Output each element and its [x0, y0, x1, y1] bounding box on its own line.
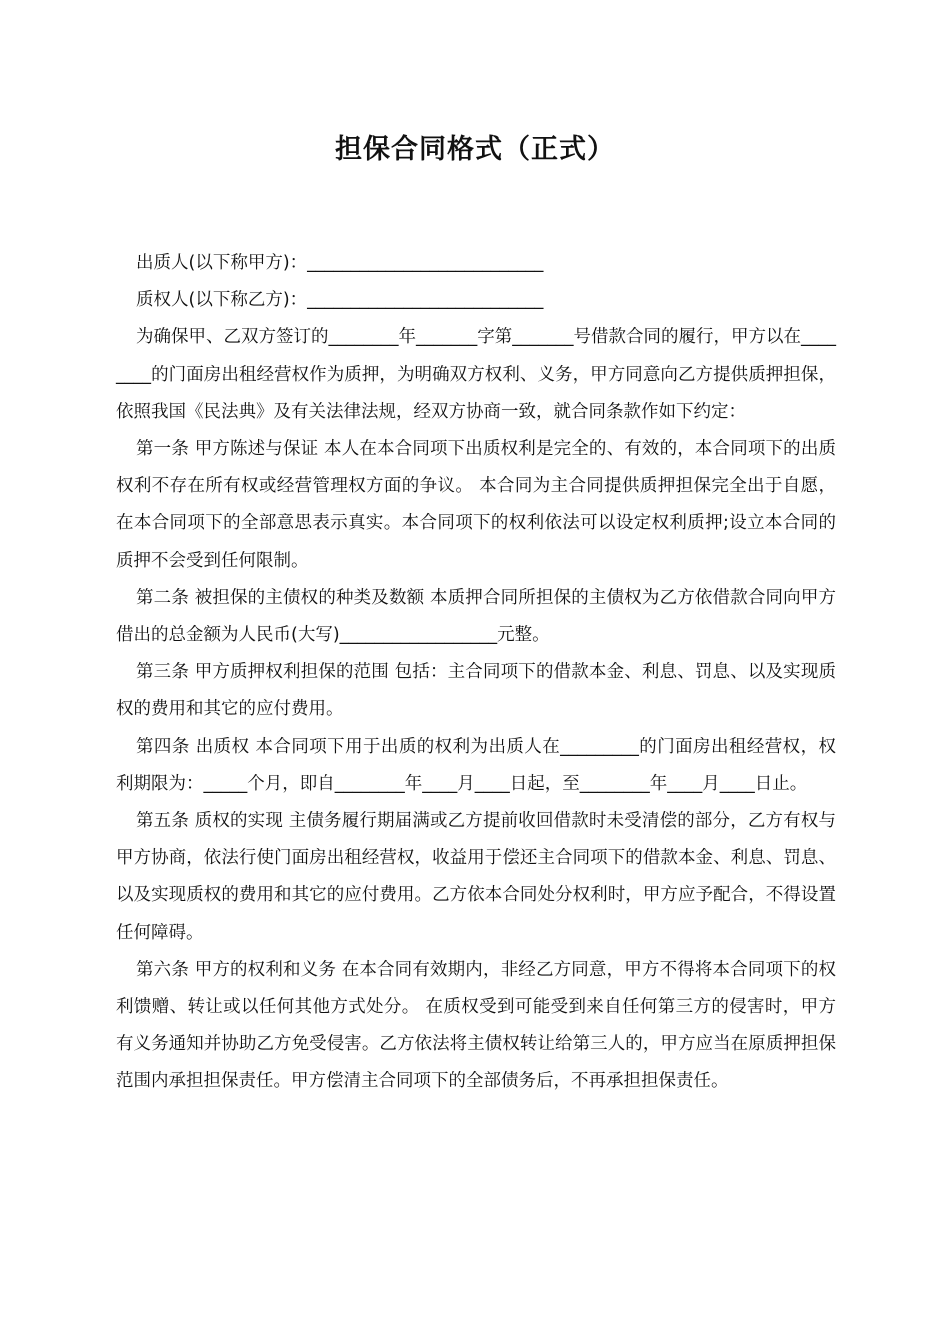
pledgee-line: 质权人(以下称乙方)：___________________________	[136, 290, 544, 311]
article-1-paragraph: 第一条 甲方陈述与保证 本人在本合同项下出质权利是完全的、有效的，本合同项下的出质权利不存在所有权或经营管理权方面的争议。 本合同为主合同提供质押担保完全出于自愿，在本合同项下的全部意思表示真实。本合同项下的权利依法可以设定权利质押;设立本合同的质押不会受到任何限制。	[116, 439, 836, 571]
document-body	[116, 245, 836, 1101]
document-title: 担保合同格式（正式）	[335, 134, 615, 165]
pledgor-line: 出质人(以下称甲方)：___________________________	[136, 253, 544, 273]
preamble-paragraph: 为确保甲、乙双方签订的________年_______字第_______号借款合同的履行，甲方以在________的门面房出租经营权作为质押，为明确双方权利、义务，甲方同意向乙方提供质押担保，依照我国《民法典》及有关法律法规，经双方协商一致，就合同条款作如下约定：	[116, 327, 836, 422]
article-4-paragraph: 第四条 出质权 本合同项下用于出质的权利为出质人在_________的门面房出租经营权，权利期限为：_____个月，即自________年____月____日起，至________年____月____日止。	[116, 736, 836, 794]
article-3-paragraph: 第三条 甲方质押权利担保的范围 包括：主合同项下的借款本金、利息、罚息、以及实现质权的费用和其它的应付费用。	[116, 662, 836, 720]
article-6-paragraph: 第六条 甲方的权利和义务 在本合同有效期内，非经乙方同意，甲方不得将本合同项下的权利馈赠、转让或以任何其他方式处分。 在质权受到可能受到来自任何第三方的侵害时，甲方有义务通知并协助乙方免受侵害。乙方依法将主债权转让给第三人的，甲方应当在原质押担保范围内承担担保责任。甲方偿清主合同项下的全部债务后，不再承担担保责任。	[116, 959, 836, 1092]
article-5-paragraph: 第五条 质权的实现 主债务履行期届满或乙方提前收回借款时未受清偿的部分，乙方有权与甲方协商，依法行使门面房出租经营权，收益用于偿还主合同项下的借款本金、利息、罚息、以及实现质权的费用和其它的应付费用。乙方依本合同处分权利时，甲方应予配合，不得设置任何障碍。	[116, 811, 836, 943]
article-2-paragraph: 第二条 被担保的主债权的种类及数额 本质押合同所担保的主债权为乙方依借款合同向甲方借出的总金额为人民币(大写)__________________元整。	[116, 587, 836, 646]
